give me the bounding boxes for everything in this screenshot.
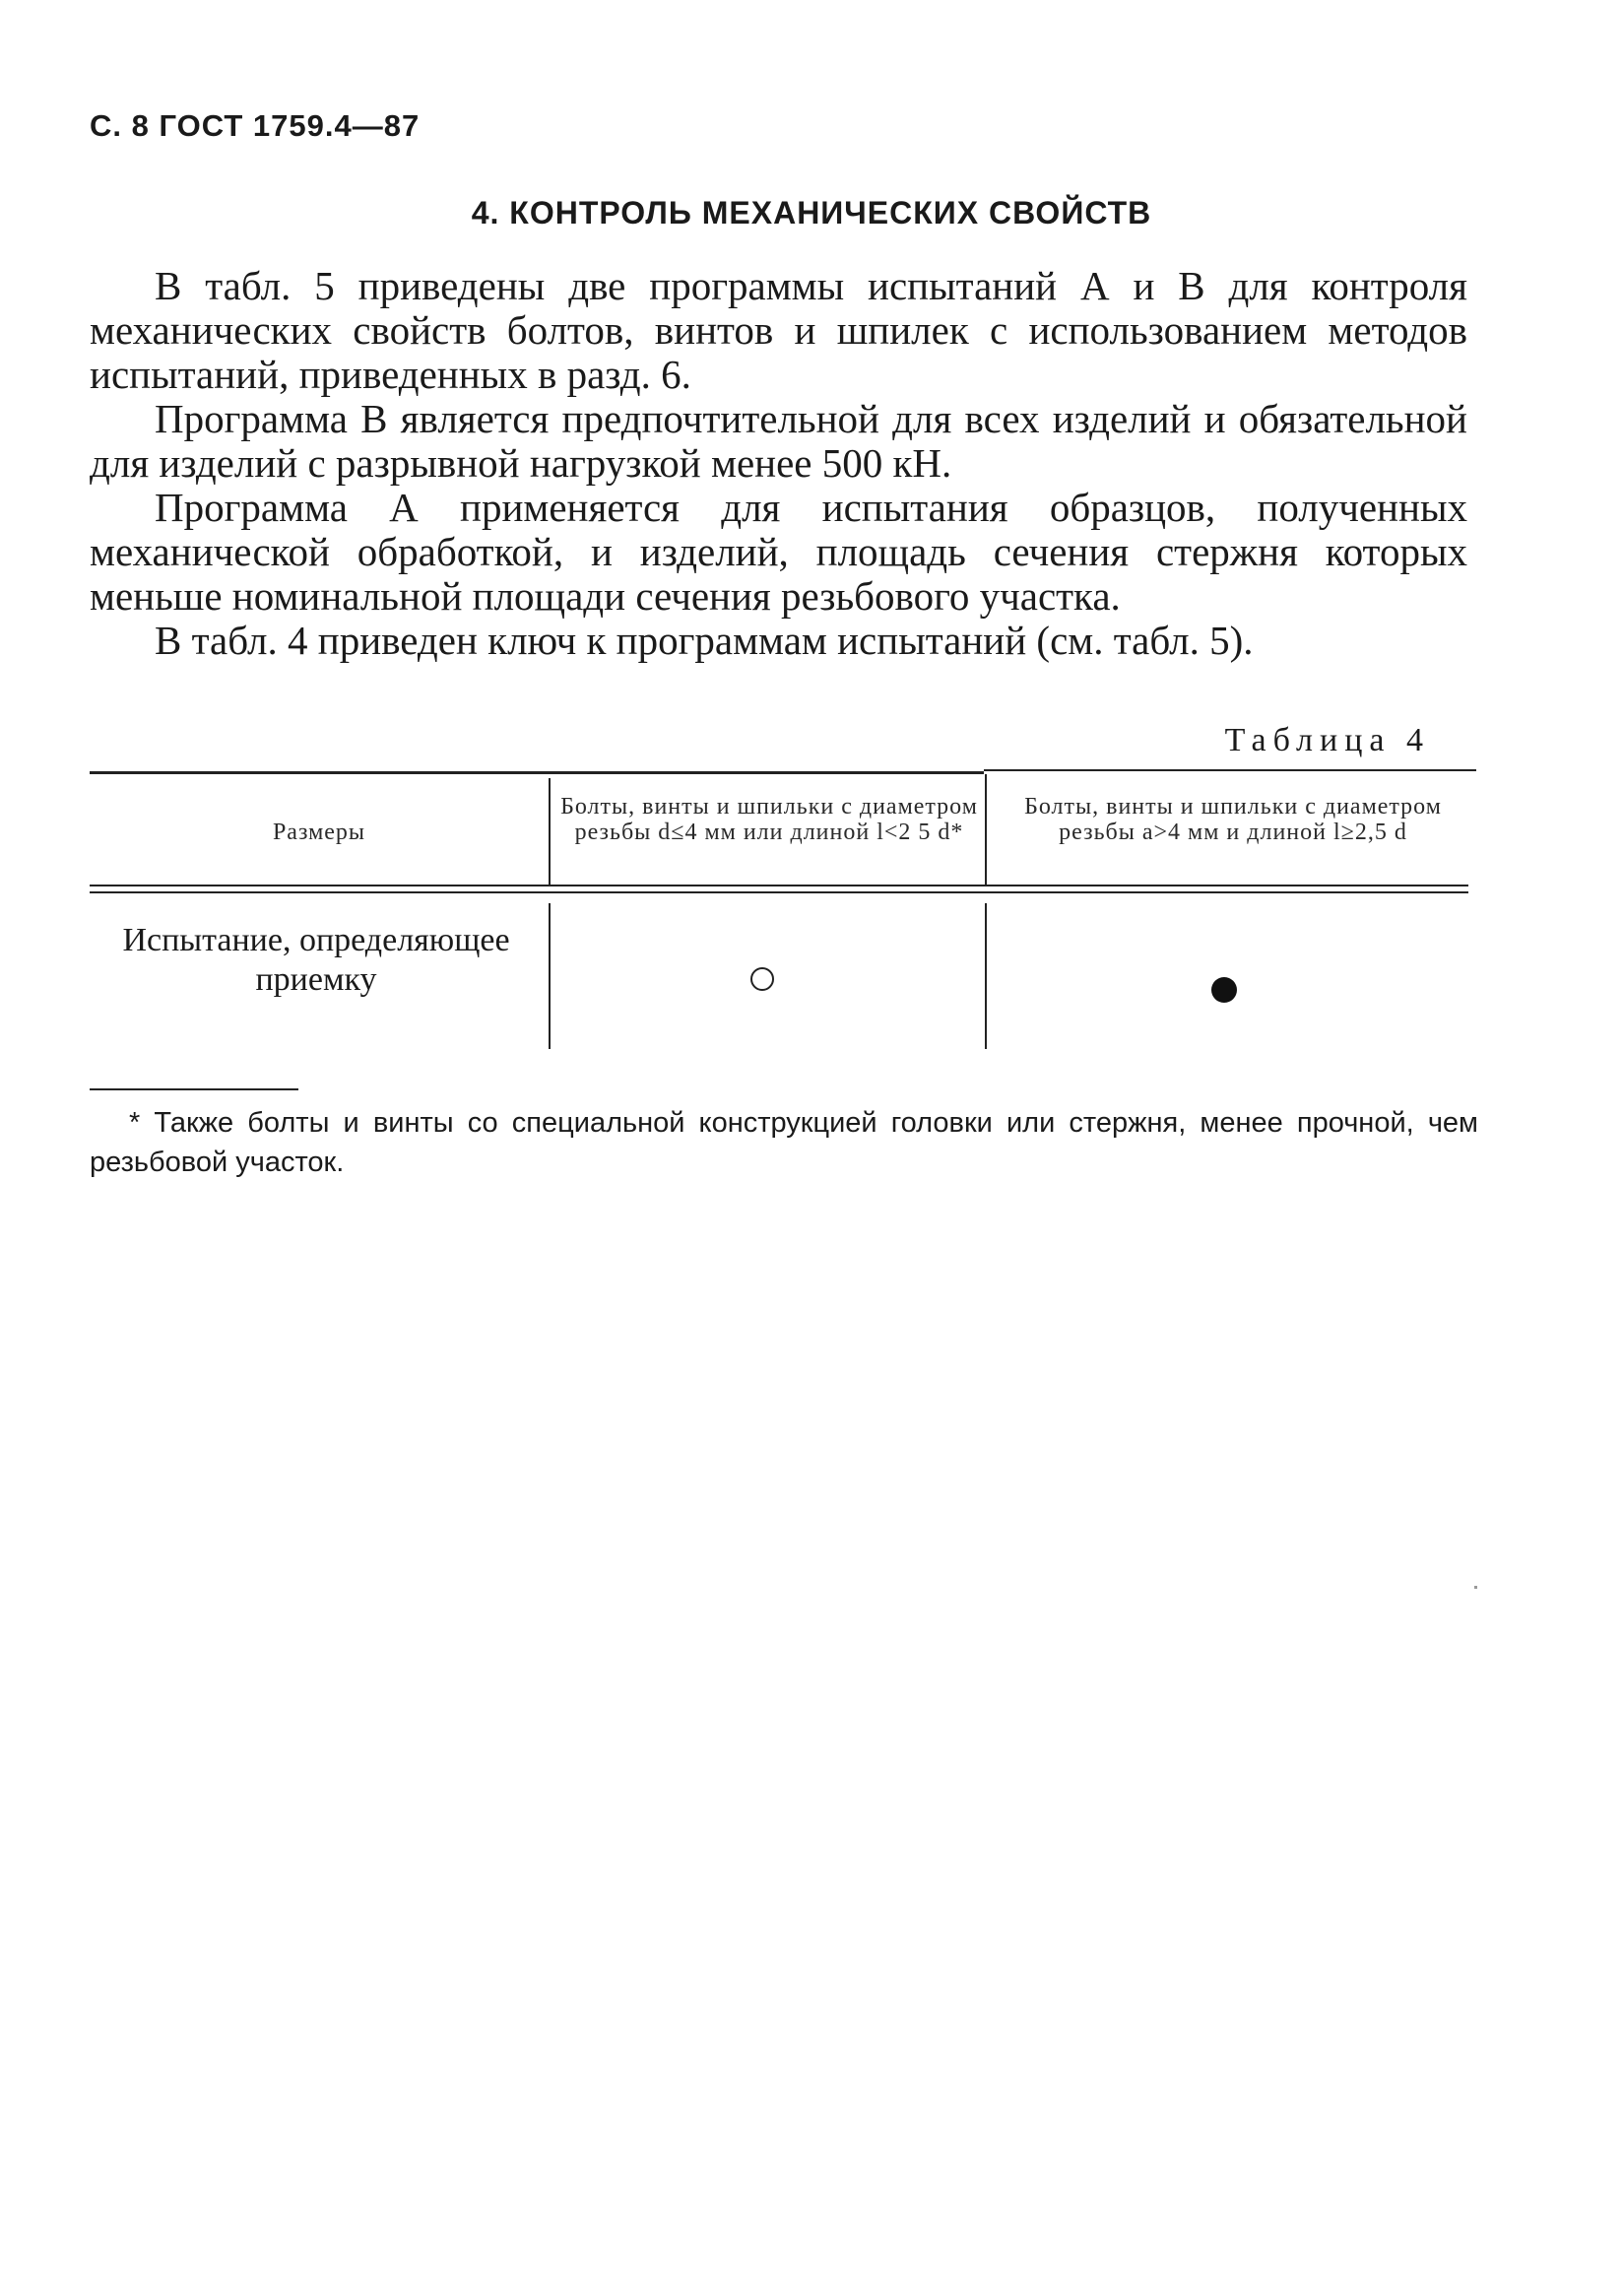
table-top-rule <box>90 771 984 774</box>
open-circle-icon <box>750 967 774 991</box>
row-divider-2 <box>985 903 987 1049</box>
body-text <box>90 264 1467 663</box>
section-title: 4. КОНТРОЛЬ МЕХАНИЧЕСКИХ СВОЙСТВ <box>471 195 1152 230</box>
paragraph: Программа В является предпочтительной для всех изделий и обязательной для изделий с разрывной нагрузкой менее 500 кН. <box>90 396 1467 486</box>
header-double-rule-bottom <box>90 891 1468 893</box>
header-double-rule-top <box>90 885 1468 886</box>
scan-speck <box>1474 1586 1477 1589</box>
paragraph: Программа А применяется для испытания образцов, полученных механической обработкой, и изделий, площадь сечения стержня которых меньше номинальной площади сечения резьбового участка. <box>90 485 1467 619</box>
paragraph: В табл. 4 приведен ключ к программам испытаний (см. табл. 5). <box>155 618 1254 663</box>
filled-circle-icon <box>1211 977 1237 1003</box>
table-header-sizes: Размеры <box>272 820 366 845</box>
table-top-rule-right <box>984 769 1476 771</box>
footnote <box>90 1103 1478 1182</box>
row-divider-1 <box>549 903 551 1049</box>
footnote-rule <box>90 1088 298 1090</box>
page-header: С. 8 ГОСТ 1759.4—87 <box>90 108 421 143</box>
paragraph: В табл. 5 приведены две программы испытаний А и В для контроля механических свойств болтов, винтов и шпилек с использованием методов испытаний, приведенных в разд. 6. <box>90 263 1467 397</box>
header-divider-2 <box>985 774 987 885</box>
table-row-label: Испытание, определяющее приемку <box>122 922 510 998</box>
header-divider-1 <box>549 778 551 885</box>
table-header-large-bolts: Болты, винты и шпильки с диаметром резьбы a>4 мм и длиной l≥2,5 d <box>1024 794 1442 845</box>
table-header-small-bolts: Болты, винты и шпильки с диаметром резьбы d≤4 мм или длиной l<2 5 d* <box>560 794 978 845</box>
footnote-text: * Также болты и винты со специальной конструкцией головки или стержня, менее прочной, чем резьбовой участок. <box>90 1107 1478 1178</box>
table-label: Таблица 4 <box>1224 722 1430 758</box>
